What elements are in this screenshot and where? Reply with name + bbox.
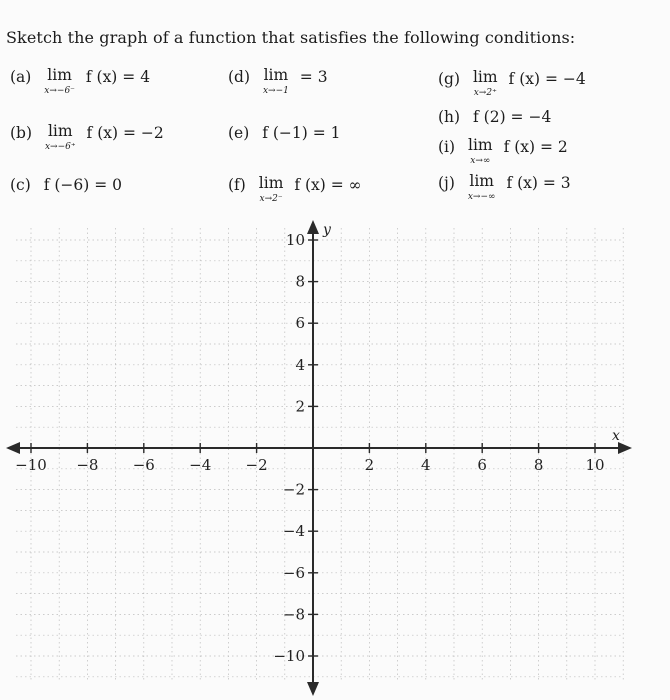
condition-c-expression: f (−6) = 0 [43, 176, 123, 194]
y-axis-letter: y [323, 222, 331, 238]
x-tick-label: 10 [585, 456, 605, 474]
x-tick-label: −4 [189, 456, 212, 474]
condition-h-label: (h) [438, 108, 461, 126]
y-axis-up-arrow-icon [307, 220, 319, 234]
y-tick-label: −2 [282, 480, 305, 499]
condition-f-expression: f (x) = ∞ [294, 176, 362, 194]
condition-b-label: (b) [10, 124, 33, 142]
problem-instructions: Sketch the graph of a function that satisfies the following conditions: [6, 28, 576, 47]
condition-d-lim-subscript: x→−1 [262, 85, 289, 96]
grid-lines [16, 228, 623, 682]
x-tick-label: −8 [76, 456, 99, 474]
condition-i-lim-word: lim [468, 136, 493, 154]
condition-b-lim-subscript: x→−6⁺ [44, 141, 76, 152]
condition-f-lim-subscript: x→2⁻ [259, 193, 283, 204]
condition-d-label: (d) [228, 68, 251, 86]
condition-b-expression: f (x) = −2 [86, 124, 164, 142]
condition-a-expression: f (x) = 4 [85, 68, 151, 86]
y-tick-label: 8 [295, 272, 305, 291]
y-tick-label: −4 [282, 522, 305, 541]
condition-b-lim-word: lim [47, 122, 73, 140]
x-tick-label: 8 [533, 456, 544, 474]
condition-j-expression: f (x) = 3 [506, 174, 571, 192]
y-tick-label: 4 [295, 355, 305, 374]
x-tick-label: 2 [364, 456, 375, 474]
condition-g-lim-subscript: x→2⁺ [473, 87, 497, 98]
condition-a-lim-subscript: x→−6⁻ [44, 85, 75, 96]
condition-g-expression: f (x) = −4 [508, 70, 586, 88]
condition-e-label: (e) [228, 124, 250, 142]
condition-i-label: (i) [438, 138, 456, 156]
x-axis-left-arrow-icon [6, 442, 20, 454]
condition-a-label: (a) [10, 68, 32, 86]
y-tick-label: 2 [295, 397, 305, 416]
condition-g-label: (g) [438, 70, 461, 88]
x-tick-label: −10 [15, 456, 47, 474]
condition-j-lim-subscript: x→−∞ [467, 191, 496, 202]
y-axis-down-arrow-icon [307, 682, 319, 696]
condition-i-lim-subscript: x→∞ [470, 155, 491, 166]
x-tick-label: 6 [477, 456, 487, 474]
x-tick-label: −2 [245, 456, 268, 474]
y-tick-label: 6 [295, 314, 305, 333]
x-axis-right-arrow-icon [618, 442, 632, 454]
y-tick-label: 10 [285, 231, 305, 249]
condition-d-expression: = 3 [299, 68, 328, 86]
condition-g-lim-word: lim [472, 68, 498, 86]
y-tick-label: −10 [273, 647, 305, 665]
x-tick-label: 4 [421, 456, 431, 474]
x-tick-label: −6 [132, 456, 155, 474]
condition-e-expression: f (−1) = 1 [262, 124, 341, 142]
condition-j-lim-word: lim [469, 172, 494, 190]
y-tick-label: −8 [282, 605, 305, 624]
condition-f-label: (f) [228, 176, 246, 194]
condition-h-expression: f (2) = −4 [473, 108, 552, 126]
condition-j-label: (j) [438, 174, 455, 192]
x-axis-letter: x [612, 428, 620, 444]
condition-c-label: (c) [10, 176, 31, 194]
y-tick-label: −6 [282, 563, 305, 582]
condition-i-expression: f (x) = 2 [503, 138, 568, 156]
condition-d-lim-word: lim [263, 66, 289, 84]
condition-a-lim-word: lim [47, 66, 72, 84]
condition-f-lim-word: lim [258, 174, 284, 192]
